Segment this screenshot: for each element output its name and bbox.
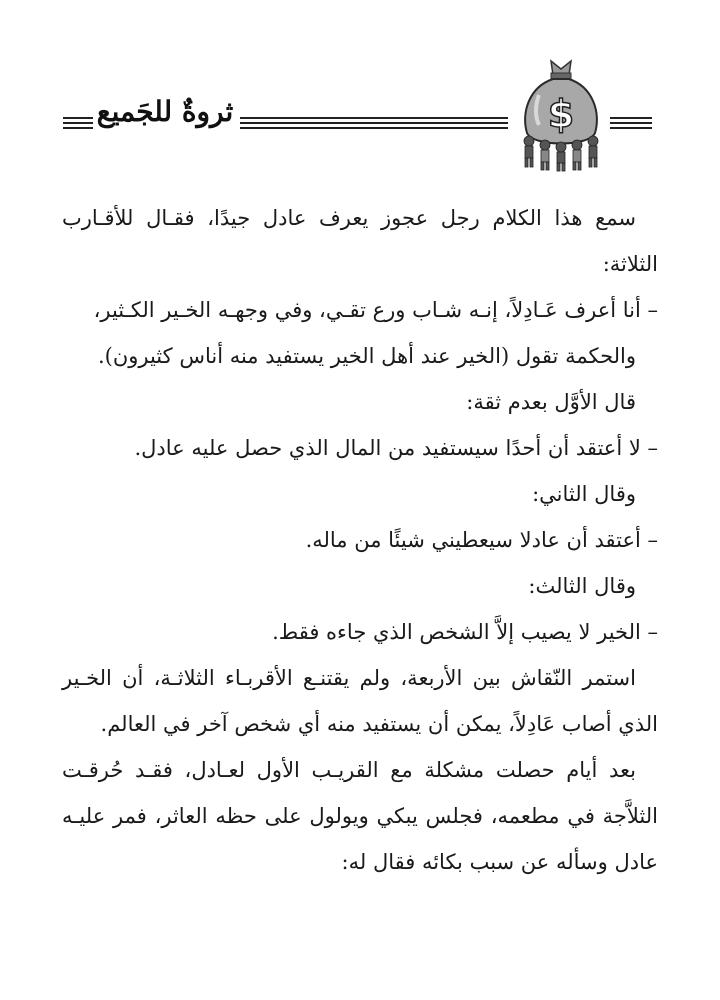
decorative-rule-right [610, 117, 652, 131]
paragraph: استمر النّقاش بين الأربعة، ولم يقتنـع الأقربـاء الثلاثـة، أن الخـير الذي أصاب عَادِلاً، يمكن أن يستفيد منه أي شخص آخر في العالم. [62, 666, 658, 736]
dialogue-line: – أعتقد أن عادلا سيعطيني شيئًا من ماله. [305, 528, 658, 552]
paragraph: سمع هذا الكلام رجل عجوز يعرف عادل جيدًا، فقـال للأقـارب الثلاثة: [62, 206, 658, 276]
svg-text:$: $ [547, 92, 575, 136]
decorative-rule-left [63, 117, 93, 131]
chapter-title: ثروةٌ للجَميع [96, 95, 234, 128]
money-bag-icon [515, 55, 607, 173]
paragraph: بعد أيام حصلت مشكلة مع القريـب الأول لعـادل، فقـد حُرقـت الثلاَّجة في مطعمه، فجلس يبكي ويولول على حظه العاثر، فمر عليـه عادل وسأله عن سبب بكائه فقال له: [62, 758, 658, 874]
story-text [62, 195, 658, 885]
dialogue-line: – أنا أعرف عَـادِلاً، إنـه شـاب ورع تقـي، وفي وجهـه الخـير الكـثير، [93, 298, 658, 322]
decorative-rule-middle [240, 117, 508, 131]
dialogue-line: – الخير لا يصيب إلاَّ الشخص الذي جاءه فقط. [272, 620, 658, 644]
page-header [45, 55, 675, 175]
narration-line: وقال الثاني: [532, 482, 636, 506]
dialogue-line: – لا أعتقد أن أحدًا سيستفيد من المال الذي حصل عليه عادل. [134, 436, 658, 460]
dialogue-continuation: والحكمة تقول (الخير عند أهل الخير يستفيد منه أناس كثيرون). [97, 344, 636, 368]
narration-line: قال الأوَّل بعدم ثقة: [466, 390, 636, 414]
narration-line: وقال الثالث: [528, 574, 636, 598]
